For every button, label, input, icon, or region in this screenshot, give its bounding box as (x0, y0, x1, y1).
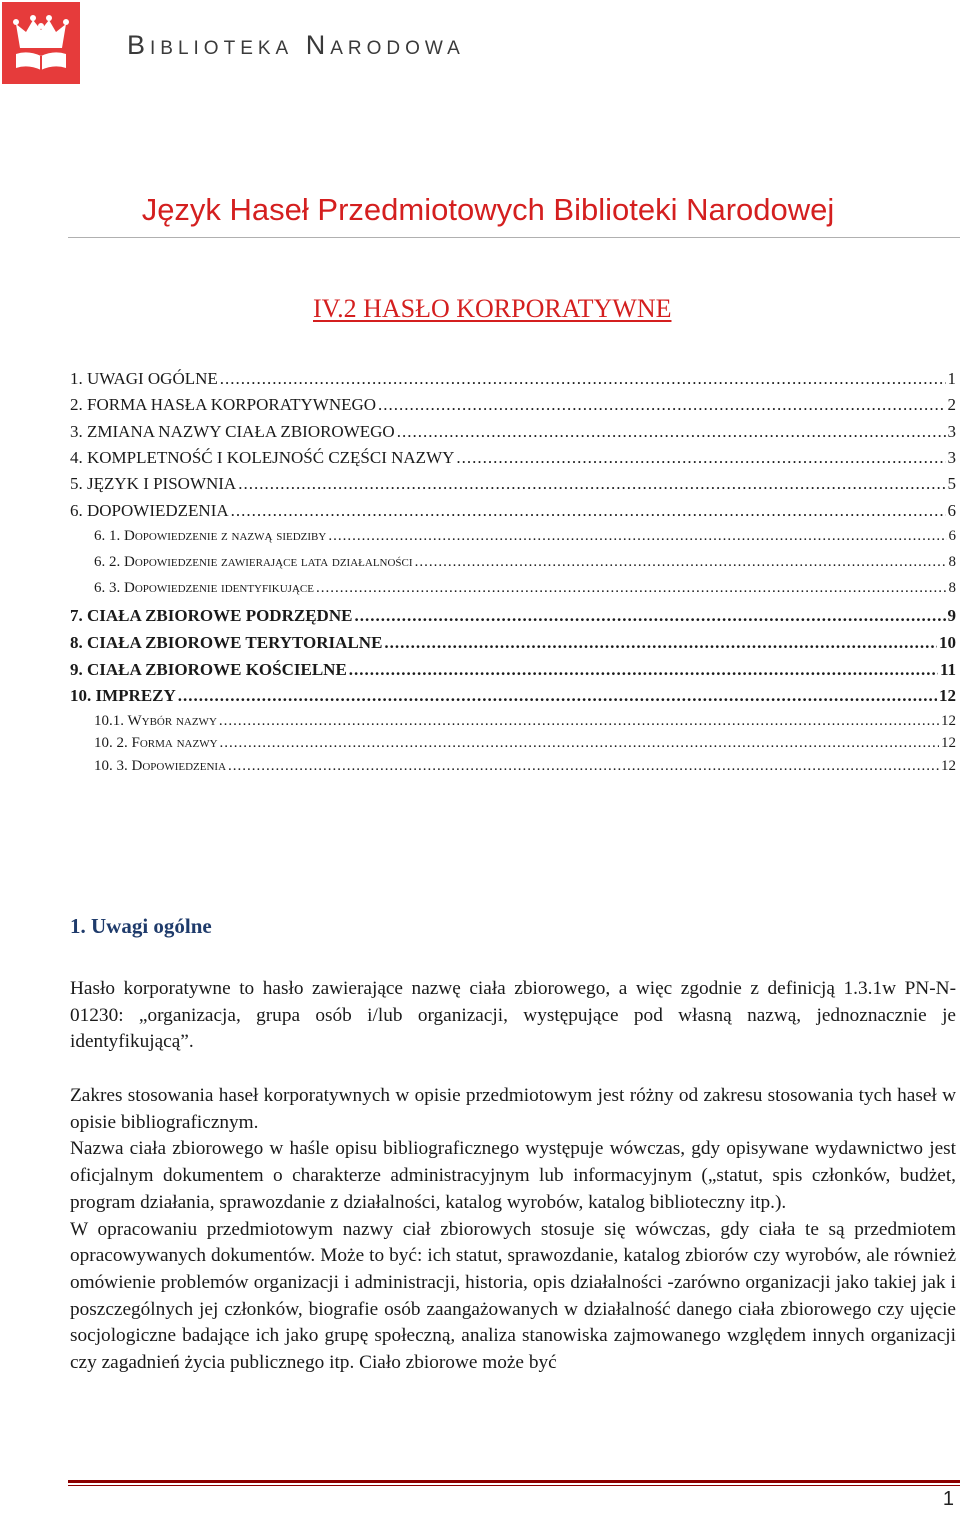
toc-entry-label: 9. CIAŁA ZBIOROWE KOŚCIELNE (70, 660, 347, 679)
toc-entry[interactable] (70, 395, 956, 415)
toc-leader-dots (178, 686, 937, 706)
toc-leader-dots (354, 606, 945, 626)
toc-entry-label: 4. KOMPLETNOŚĆ I KOLEJNOŚĆ CZĘŚCI NAZWY (70, 448, 455, 467)
toc-entry-label: 6. DOPOWIEDZENIA (70, 501, 229, 520)
toc-entry-page: 6 (947, 501, 956, 520)
toc-entry-page: 1 (947, 369, 956, 388)
toc-entry-page: 8 (948, 554, 956, 570)
toc-entry-label: 6. 3. Dopowiedzenie identyfikujące (94, 580, 314, 596)
toc-entry-label: 3. ZMIANA NAZWY CIAŁA ZBIOROWEGO (70, 422, 395, 441)
paragraph-text: W opracowaniu przedmiotowym nazwy ciał zbiorowych stosuje się wówczas, gdy ciała te są przedmiotem opracowywanych dokumentów. Może to być: ich statut, sprawozdanie, katalog zbiorów czy wyrobów, ale również omówienie problemów organizacji i administracji, historia, opis działalności -zarówno organizacji jako takiej jak i poszczególnych jej członków, biografie osób zaangażowanych w działalność danego ciała zbiorowego czy ujęcie socjologiczne badające ich jako grupę społeczną, analiza stanowiska zajmowanego względem innych organizacji czy zagadnień życia publicznego itp. Ciało zbiorowe może być (70, 1218, 956, 1374)
toc-entry-page: 6 (948, 528, 956, 544)
section-1-paragraph-1 (70, 976, 956, 1056)
toc-entry[interactable] (94, 554, 956, 571)
toc-entry-page: 12 (941, 713, 956, 729)
toc-entry-label: 6. 1. Dopowiedzenie z nazwą siedziby (94, 528, 327, 544)
toc-entry-page: 11 (939, 660, 956, 679)
paragraph-text: Zakres stosowania haseł korporatywnych w opisie przedmiotowym jest różny od zakresu stosowania tych haseł w opisie bibliograficznym. (70, 1085, 956, 1133)
toc-leader-dots (220, 369, 946, 389)
toc-entry[interactable] (70, 501, 956, 521)
page-number: 1 (942, 1488, 954, 1510)
toc-entry[interactable] (70, 448, 956, 468)
document-title: Język Haseł Przedmiotowych Biblioteki Narodowej (141, 192, 835, 227)
footer-divider (68, 1480, 960, 1483)
toc-entry-page: 8 (948, 580, 956, 596)
toc-leader-dots (328, 528, 946, 545)
toc-entry-label: 5. JĘZYK I PISOWNIA (70, 474, 237, 493)
toc-entry-label: 8. CIAŁA ZBIOROWE TERYTORIALNE (70, 633, 383, 652)
toc-entry-label: 6. 2. Dopowiedzenie zawierające lata działalności (94, 554, 413, 570)
toc-entry-label: 10. IMPREZY (70, 686, 176, 705)
toc-entry[interactable] (94, 758, 956, 775)
brand-name: Biblioteka Narodowa (127, 30, 465, 60)
toc-leader-dots (456, 448, 945, 468)
toc-entry[interactable] (70, 606, 956, 626)
toc-leader-dots (384, 633, 937, 653)
page-header (0, 0, 960, 100)
toc-entry-label: 1. UWAGI OGÓLNE (70, 369, 218, 388)
toc-entry-label: 10. 3. Dopowiedzenia (94, 758, 227, 774)
toc-leader-dots (231, 501, 946, 521)
toc-leader-dots (238, 474, 945, 494)
toc-leader-dots (316, 580, 947, 597)
toc-entry-page: 3 (947, 422, 956, 441)
section-1-heading: 1. Uwagi ogólne (70, 914, 212, 938)
toc-leader-dots (349, 660, 938, 680)
toc-entry[interactable] (70, 660, 956, 680)
toc-entry-label: 7. CIAŁA ZBIOROWE PODRZĘDNE (70, 606, 353, 625)
paragraph-text: Hasło korporatywne to hasło zawierające nazwę ciała zbiorowego, a więc zgodnie z definicją 1.3.1w PN-N-01230: „organizacja, grupa osób i/lub organizacji, występujące pod własną nazwą, jednoznacznie je identyfikującą”. (70, 978, 956, 1053)
toc-entry[interactable] (70, 369, 956, 389)
toc-entry-label: 10. 2. Forma nazwy (94, 735, 218, 751)
title-divider (68, 237, 960, 238)
toc-entry-page: 10 (939, 633, 956, 652)
toc-leader-dots (219, 713, 939, 730)
paragraph-text: Nazwa ciała zbiorowego w haśle opisu bibliograficznego występuje wówczas, gdy opisywane wydawnictwo jest oficjalnym dokumentem o charakterze administracyjnym lub informacyjnym („statut, spis członków, budżet, program działania, sprawozdanie z działalności, katalog wyrobów, katalog biblioteczny itp.). (70, 1138, 956, 1213)
logo-graphic (2, 2, 80, 84)
footer-divider-thin (68, 1485, 960, 1486)
toc-leader-dots (397, 422, 946, 442)
toc-entry[interactable] (70, 474, 956, 494)
crown-book-logo-icon (2, 2, 80, 84)
toc-entry[interactable] (94, 580, 956, 597)
section-heading: IV.2 HASŁO KORPORATYWNE (313, 294, 672, 323)
toc-leader-dots (228, 758, 939, 775)
toc-entry[interactable] (94, 528, 956, 545)
toc-entry-page: 2 (947, 395, 956, 414)
toc-entry[interactable] (94, 735, 956, 752)
toc-entry-page: 5 (947, 474, 956, 493)
toc-leader-dots (378, 395, 945, 415)
toc-entry-label: 2. FORMA HASŁA KORPORATYWNEGO (70, 395, 377, 414)
toc-entry[interactable] (70, 422, 956, 442)
toc-entry-page: 12 (941, 735, 956, 751)
toc-entry-page: 12 (939, 686, 956, 705)
toc-entry[interactable] (70, 686, 956, 706)
toc-entry-label: 10.1. Wybór nazwy (94, 713, 217, 729)
toc-entry-page: 9 (947, 606, 956, 625)
toc-leader-dots (415, 554, 947, 571)
toc-entry-page: 3 (947, 448, 956, 467)
toc-entry-page: 12 (941, 758, 956, 774)
toc-entry[interactable] (70, 633, 956, 653)
toc-leader-dots (220, 735, 939, 752)
toc-entry[interactable] (94, 713, 956, 730)
section-1-paragraphs (70, 1083, 956, 1377)
